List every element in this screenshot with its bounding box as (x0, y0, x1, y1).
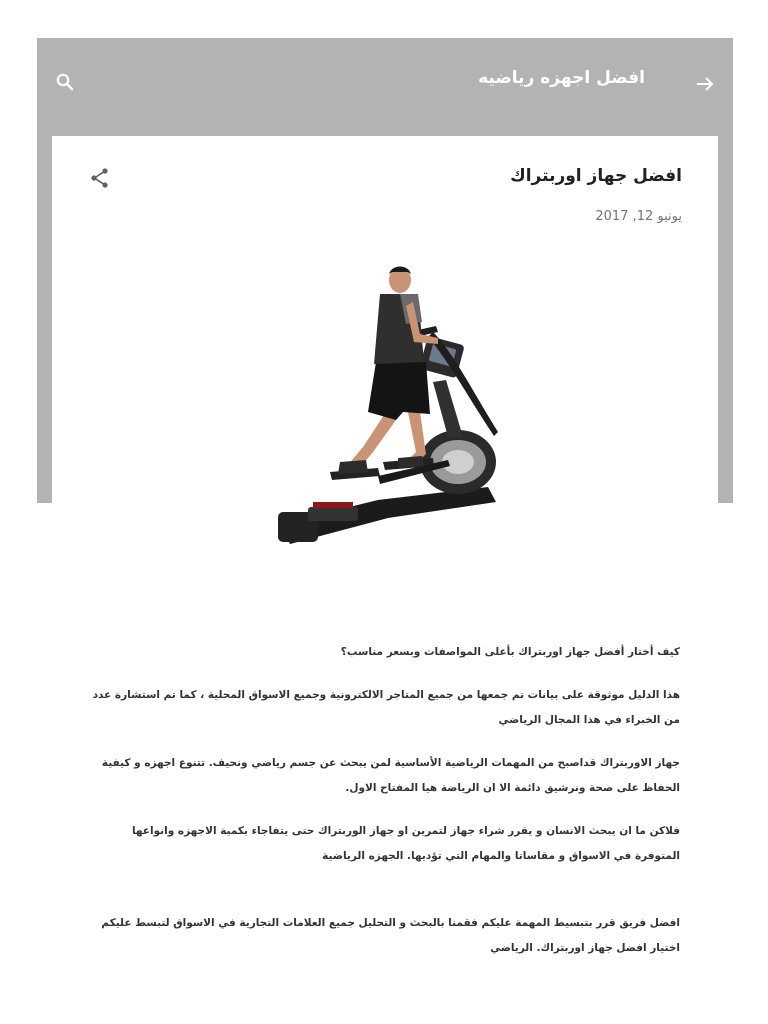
top-bar (37, 38, 733, 136)
post-title: افضل جهاز اوربتراك (510, 166, 682, 186)
search-icon[interactable] (51, 68, 79, 96)
post-body (88, 640, 680, 979)
share-icon[interactable] (88, 166, 112, 190)
post-date: يونيو 12, 2017 (595, 209, 682, 224)
paragraph: هذا الدليل موثوقة على بيانات تم جمعها من جميع المتاجر الالكترونية وجميع الاسواق المحلية ، كما تم استشارة عدد من الخبراء في هذا المجال الرياضي (92, 689, 680, 726)
elliptical-trainer-image (268, 262, 518, 552)
arrow-right-icon[interactable] (691, 70, 719, 98)
blog-title[interactable]: افضل اجهزه رياضيه (478, 68, 645, 88)
paragraph: كيف أختار أفضل جهاز اوربتراك بأعلى المواصفات وبسعر مناسب؟ (340, 646, 680, 658)
paragraph: فلاكن ما ان يبحث الانسان و يقرر شراء جهاز لتمرين او جهاز الوربتراك حتى يتفاجاء بكمية الاجهزه وانواعها المتوفرة في الاسواق و مقاساتا والمهام التي تؤديها. الجهزه الرياضية (131, 825, 680, 862)
paragraph: جهاز الاوربتراك قداصبح من المهمات الرياضية الأساسية لمن يبحث عن جسم رياضي ونحيف. تتنوع اجهزه و كيفية الحفاظ على صحة ونرشيق دائمة الا ان الرياضة هيا المفتاح الاول. (101, 757, 680, 794)
paragraph: افضل فريق قرر بتبسيط المهمة عليكم فقمنا بالبحث و التحليل جميع العلامات التجارية في الاسواق لتبسط عليكم اختيار افضل جهاز اوربتراك. الرياضي (101, 917, 680, 954)
